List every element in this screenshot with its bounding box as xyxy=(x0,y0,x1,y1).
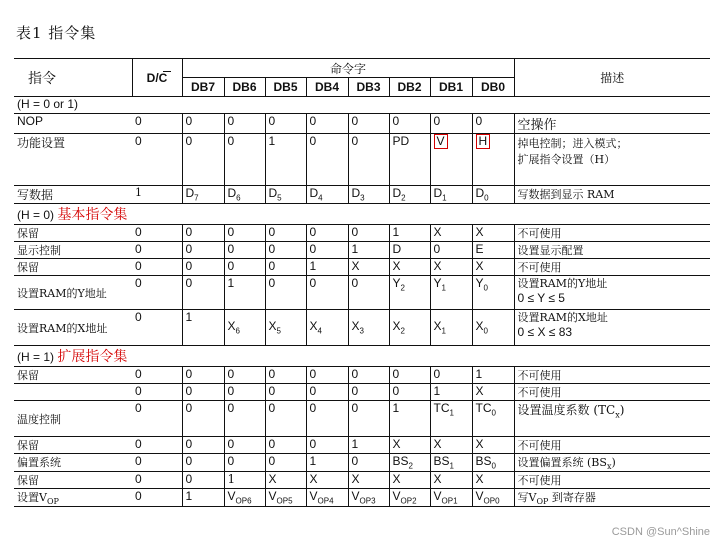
bit-cell: 0 xyxy=(182,454,224,472)
table-row xyxy=(14,259,710,276)
bit-cell: 0 xyxy=(348,401,389,437)
bit-cell: $D_7$ xyxy=(182,186,224,204)
header-db1: DB1 xyxy=(430,78,472,97)
bit-cell: $D_2$ xyxy=(389,186,430,204)
table-row xyxy=(14,134,710,186)
bit-cell: 0 xyxy=(265,454,306,472)
table-row xyxy=(14,437,710,454)
row-dc: 0 xyxy=(132,367,182,384)
bit-cell: $TC_1$ xyxy=(430,401,472,437)
header-db2: DB2 xyxy=(389,78,430,97)
bit-cell: 0 xyxy=(182,401,224,437)
bit-cell: $V_{OP5}$ xyxy=(265,489,306,507)
bit-cell: 1 xyxy=(265,134,306,186)
bit-cell: X xyxy=(389,472,430,489)
bit-cell: X xyxy=(348,472,389,489)
bit-cell: $X_6$ xyxy=(224,310,265,346)
row-dc: 1 xyxy=(132,186,182,204)
bit-cell: X xyxy=(430,472,472,489)
bit-cell: 0 xyxy=(306,367,348,384)
bit-cell: $X_5$ xyxy=(265,310,306,346)
bit-cell: 0 xyxy=(182,437,224,454)
bit-cell: 1 xyxy=(182,489,224,507)
bit-cell: 0 xyxy=(182,384,224,401)
row-description: 空操作 xyxy=(514,114,710,134)
row-description: 设置RAM的X地址 0 ≤ X ≤ 83 xyxy=(514,310,710,346)
table-row xyxy=(14,276,710,310)
table-row xyxy=(14,242,710,259)
row-name: 功能设置 xyxy=(14,134,132,186)
bit-cell: $X_3$ xyxy=(348,310,389,346)
header-db7: DB7 xyxy=(182,78,224,97)
table-row xyxy=(14,367,710,384)
header-db5: DB5 xyxy=(265,78,306,97)
bit-cell: $Y_2$ xyxy=(389,276,430,310)
row-description: 不可使用 xyxy=(514,225,710,242)
row-dc: 0 xyxy=(132,114,182,134)
bit-cell: 0 xyxy=(182,242,224,259)
highlight-box: V xyxy=(434,134,448,149)
header-db3: DB3 xyxy=(348,78,389,97)
bit-cell: $D_3$ xyxy=(348,186,389,204)
bit-cell: 0 xyxy=(306,437,348,454)
row-dc: 0 xyxy=(132,259,182,276)
bit-cell: 0 xyxy=(265,225,306,242)
row-dc: 0 xyxy=(132,225,182,242)
row-name: 温度控制 xyxy=(14,401,132,437)
bit-cell: X xyxy=(430,225,472,242)
bit-cell: 0 xyxy=(224,225,265,242)
bit-cell: PD xyxy=(389,134,430,186)
bit-cell-v xyxy=(430,134,472,186)
bit-cell: 0 xyxy=(348,134,389,186)
row-dc: 0 xyxy=(132,134,182,186)
header-db6: DB6 xyxy=(224,78,265,97)
table-row xyxy=(14,225,710,242)
bit-cell: D xyxy=(389,242,430,259)
bit-cell: $D_1$ xyxy=(430,186,472,204)
bit-cell: 1 xyxy=(389,225,430,242)
table-row xyxy=(14,401,710,437)
table-row xyxy=(14,310,710,346)
bit-cell: 0 xyxy=(182,259,224,276)
bit-cell: 0 xyxy=(224,437,265,454)
table-row xyxy=(14,384,710,401)
bit-cell: 0 xyxy=(306,225,348,242)
header-db4: DB4 xyxy=(306,78,348,97)
highlight-box: H xyxy=(476,134,491,149)
bit-cell: X xyxy=(430,259,472,276)
bit-cell: 0 xyxy=(348,384,389,401)
section-h-any: (H = 0 or 1) xyxy=(14,97,710,114)
bit-cell: 0 xyxy=(430,242,472,259)
watermark: CSDN @Sun^Shine xyxy=(611,526,710,538)
bit-cell: 0 xyxy=(472,114,514,134)
bit-cell: 0 xyxy=(348,367,389,384)
row-name: 设置RAM的Y地址 xyxy=(14,276,132,310)
row-description: 不可使用 xyxy=(514,472,710,489)
row-description: 设置偏置系统 $(BS_x)$ xyxy=(514,454,710,472)
bit-cell: $V_{OP1}$ xyxy=(430,489,472,507)
row-description: 写数据到显示 RAM xyxy=(514,186,710,204)
bit-cell: 0 xyxy=(265,114,306,134)
bit-cell: $D_6$ xyxy=(224,186,265,204)
section-extended: (H = 1) 扩展指令集 xyxy=(14,346,710,367)
bit-cell: 0 xyxy=(389,367,430,384)
row-name: 保留 xyxy=(14,437,132,454)
bit-cell: 0 xyxy=(348,225,389,242)
bit-cell: $V_{OP3}$ xyxy=(348,489,389,507)
bit-cell: 0 xyxy=(265,276,306,310)
bit-cell: 0 xyxy=(389,114,430,134)
bit-cell: X xyxy=(348,259,389,276)
bit-cell: $Y_0$ xyxy=(472,276,514,310)
header-db0: DB0 xyxy=(472,78,514,97)
row-dc: 0 xyxy=(132,384,182,401)
bit-cell: $V_{OP6}$ xyxy=(224,489,265,507)
bit-cell: 0 xyxy=(182,276,224,310)
bit-cell: 0 xyxy=(224,367,265,384)
bit-cell: $D_0$ xyxy=(472,186,514,204)
row-description: 设置显示配置 xyxy=(514,242,710,259)
bit-cell: X xyxy=(306,472,348,489)
bit-cell-h xyxy=(472,134,514,186)
bit-cell: $V_{OP4}$ xyxy=(306,489,348,507)
bit-cell: $X_0$ xyxy=(472,310,514,346)
bit-cell: X xyxy=(472,472,514,489)
bit-cell: 0 xyxy=(348,276,389,310)
bit-cell: $V_{OP0}$ xyxy=(472,489,514,507)
bit-cell: $TC_0$ xyxy=(472,401,514,437)
bit-cell: 1 xyxy=(182,310,224,346)
row-description: 不可使用 xyxy=(514,437,710,454)
bit-cell: $X_1$ xyxy=(430,310,472,346)
bit-cell: $V_{OP2}$ xyxy=(389,489,430,507)
header-dc: D/C xyxy=(132,59,182,97)
header-description: 描述 xyxy=(514,59,710,97)
row-name: 保留 xyxy=(14,472,132,489)
bit-cell: 0 xyxy=(306,276,348,310)
bit-cell: 1 xyxy=(224,472,265,489)
table-row xyxy=(14,489,710,507)
bit-cell: 1 xyxy=(389,401,430,437)
row-dc: 0 xyxy=(132,276,182,310)
bit-cell: 0 xyxy=(224,384,265,401)
table-row xyxy=(14,114,710,134)
row-name: 写数据 xyxy=(14,186,132,204)
table-row xyxy=(14,454,710,472)
bit-cell: 0 xyxy=(389,384,430,401)
bit-cell: $D_5$ xyxy=(265,186,306,204)
bit-cell: 0 xyxy=(182,134,224,186)
bit-cell: $BS_2$ xyxy=(389,454,430,472)
bit-cell: X xyxy=(265,472,306,489)
row-name: 显示控制 xyxy=(14,242,132,259)
table-row xyxy=(14,472,710,489)
bit-cell: 1 xyxy=(348,437,389,454)
bit-cell: 0 xyxy=(306,242,348,259)
bit-cell: 0 xyxy=(265,242,306,259)
row-name: 保留 xyxy=(14,367,132,384)
bit-cell: 0 xyxy=(430,114,472,134)
row-name: 保留 xyxy=(14,259,132,276)
bit-cell: E xyxy=(472,242,514,259)
bit-cell: 0 xyxy=(265,401,306,437)
row-dc: 0 xyxy=(132,489,182,507)
bit-cell: 0 xyxy=(224,134,265,186)
row-dc: 0 xyxy=(132,401,182,437)
row-name: 设置RAM的X地址 xyxy=(14,310,132,346)
bit-cell: 0 xyxy=(224,259,265,276)
bit-cell: 0 xyxy=(182,114,224,134)
table-caption: 表1 指令集 xyxy=(16,24,97,42)
instruction-set-table xyxy=(14,58,710,507)
bit-cell: X xyxy=(430,437,472,454)
row-dc: 0 xyxy=(132,454,182,472)
section-basic: (H = 0) 基本指令集 xyxy=(14,204,710,225)
bit-cell: 0 xyxy=(265,259,306,276)
row-name: 设置$V_{OP}$ xyxy=(14,489,132,507)
bit-cell: X xyxy=(472,225,514,242)
row-name: 保留 xyxy=(14,225,132,242)
row-description: 设置温度系数 $(TC_x)$ xyxy=(514,401,710,437)
header-command-word: 命令字 xyxy=(182,59,514,78)
bit-cell: 0 xyxy=(306,134,348,186)
row-description: 设置RAM的Y地址 0 ≤ Y ≤ 5 xyxy=(514,276,710,310)
bit-cell: 1 xyxy=(224,276,265,310)
bit-cell: 0 xyxy=(306,384,348,401)
bit-cell: $D_4$ xyxy=(306,186,348,204)
bit-cell: 0 xyxy=(182,472,224,489)
bit-cell: 0 xyxy=(348,454,389,472)
bit-cell: 1 xyxy=(306,454,348,472)
bit-cell: 0 xyxy=(430,367,472,384)
row-description: 掉电控制；进入模式； 扩展指令设置（H） xyxy=(514,134,710,186)
bit-cell: 0 xyxy=(348,114,389,134)
bit-cell: $Y_1$ xyxy=(430,276,472,310)
row-description: 不可使用 xyxy=(514,384,710,401)
bit-cell: 0 xyxy=(182,367,224,384)
bit-cell: 0 xyxy=(224,401,265,437)
bit-cell: 0 xyxy=(224,454,265,472)
row-name xyxy=(14,384,132,401)
bit-cell: $BS_1$ xyxy=(430,454,472,472)
bit-cell: 0 xyxy=(265,367,306,384)
row-dc: 0 xyxy=(132,437,182,454)
row-description: 写$V_{OP}$ 到寄存器 xyxy=(514,489,710,507)
bit-cell: 0 xyxy=(224,242,265,259)
header-instruction: 指令 xyxy=(14,59,132,97)
bit-cell: X xyxy=(472,259,514,276)
bit-cell: $X_4$ xyxy=(306,310,348,346)
bit-cell: 0 xyxy=(306,114,348,134)
bit-cell: 1 xyxy=(430,384,472,401)
bit-cell: 1 xyxy=(306,259,348,276)
bit-cell: X xyxy=(472,437,514,454)
row-description: 不可使用 xyxy=(514,259,710,276)
row-name: NOP xyxy=(14,114,132,134)
bit-cell: X xyxy=(389,437,430,454)
row-description: 不可使用 xyxy=(514,367,710,384)
bit-cell: 1 xyxy=(472,367,514,384)
bit-cell: X xyxy=(472,384,514,401)
table-row xyxy=(14,186,710,204)
bit-cell: 0 xyxy=(182,225,224,242)
bit-cell: 1 xyxy=(348,242,389,259)
bit-cell: $X_2$ xyxy=(389,310,430,346)
bit-cell: $BS_0$ xyxy=(472,454,514,472)
bit-cell: 0 xyxy=(224,114,265,134)
bit-cell: 0 xyxy=(265,384,306,401)
row-dc: 0 xyxy=(132,472,182,489)
row-dc: 0 xyxy=(132,242,182,259)
bit-cell: 0 xyxy=(306,401,348,437)
bit-cell: X xyxy=(389,259,430,276)
bit-cell: 0 xyxy=(265,437,306,454)
row-dc: 0 xyxy=(132,310,182,346)
row-name: 偏置系统 xyxy=(14,454,132,472)
